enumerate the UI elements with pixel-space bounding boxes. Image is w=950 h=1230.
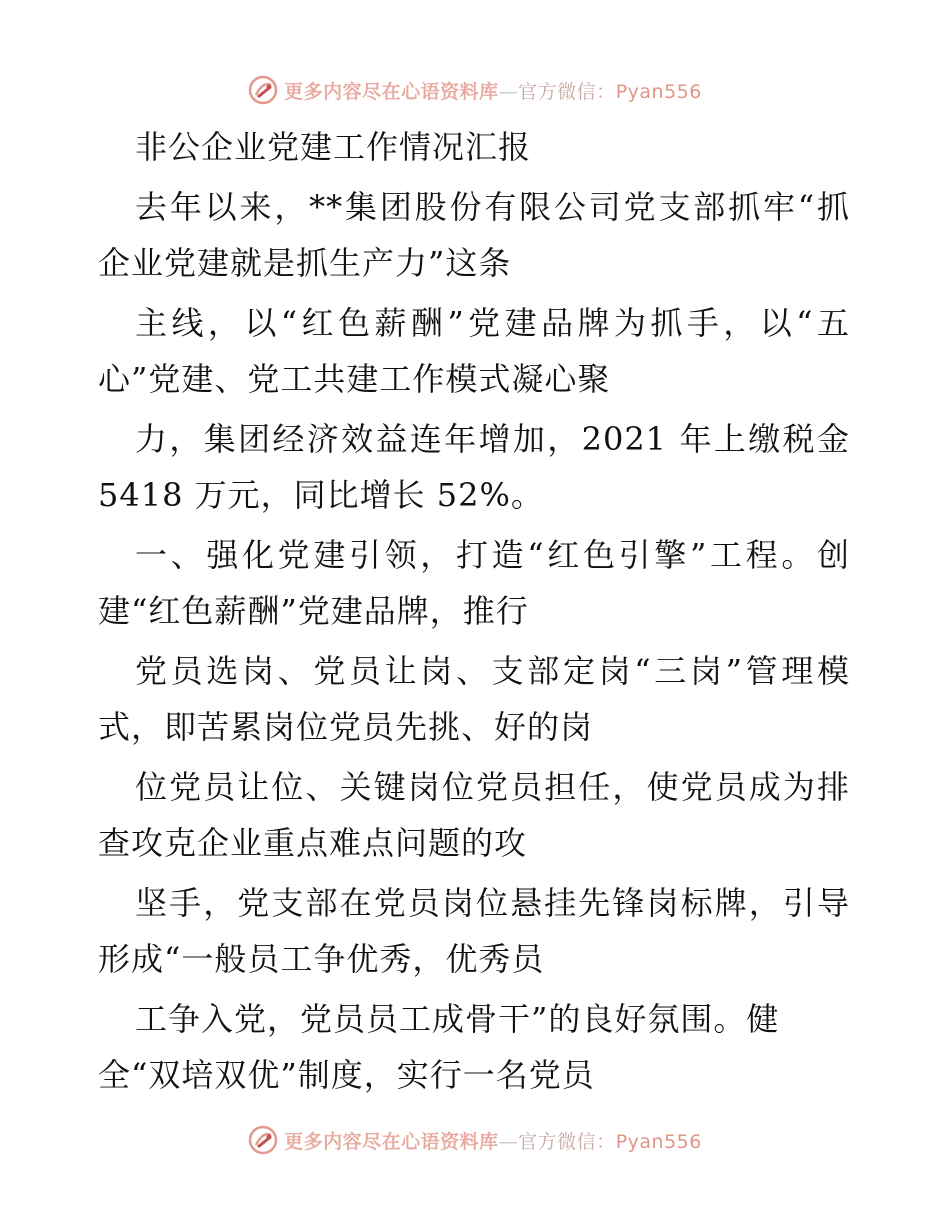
text-line: 全“双培双优”制度，实行一名党员 (98, 1056, 595, 1094)
header-wechat-label: 官方微信： (518, 80, 616, 103)
text-line: 位党员让位、关键岗位党员担任，使党员成为排 (135, 768, 850, 806)
text-line: 一、强化党建引领，打造“红色引擎”工程。创 (135, 536, 850, 574)
footer-wechat-label: 官方微信： (518, 1130, 616, 1153)
header-watermark-text (284, 77, 702, 104)
text-line: 式，即苦累岗位党员先挑、好的岗 (98, 708, 594, 746)
footer-wechat-id: Pyan556 (615, 1130, 702, 1153)
footer-dash: — (498, 1130, 519, 1153)
text-line: 建“红色薪酬”党建品牌，推行 (98, 592, 529, 630)
footer-watermark-text (284, 1127, 702, 1154)
text-line: 查攻克企业重点难点问题的攻 (98, 824, 528, 862)
footer-site-name: 更多内容尽在心语资料库 (284, 1130, 499, 1153)
text-line: 形成“一般员工争优秀，优秀员 (98, 940, 545, 978)
footer-watermark-banner (0, 1120, 950, 1160)
brand-logo-icon (248, 75, 278, 105)
text-line: 坚手，党支部在党员岗位悬挂先锋岗标牌，引导 (135, 884, 850, 922)
header-site-name: 更多内容尽在心语资料库 (284, 80, 499, 103)
text-line: 心”党建、党工共建工作模式凝心聚 (98, 360, 611, 398)
text-line: 主线，以“红色薪酬”党建品牌为抓手，以“五 (135, 304, 850, 342)
header-wechat-id: Pyan556 (615, 80, 702, 103)
text-line: 党员选岗、党员让岗、支部定岗“三岗”管理模 (135, 652, 850, 690)
header-watermark-banner (0, 70, 950, 110)
text-line: 力，集团经济效益连年增加，2021 年上缴税金 (135, 420, 850, 458)
document-title: 非公企业党建工作情况汇报 (135, 128, 532, 166)
text-line: 企业党建就是抓生产力”这条 (98, 244, 512, 282)
text-line: 5418 万元，同比增长 52%。 (98, 476, 544, 514)
brand-logo-icon (248, 1125, 278, 1155)
text-line: 去年以来，**集团股份有限公司党支部抓牢“抓 (135, 188, 850, 226)
header-dash: — (498, 80, 519, 103)
text-line: 工争入党，党员员工成骨干”的良好氛围。健 (135, 1000, 780, 1038)
